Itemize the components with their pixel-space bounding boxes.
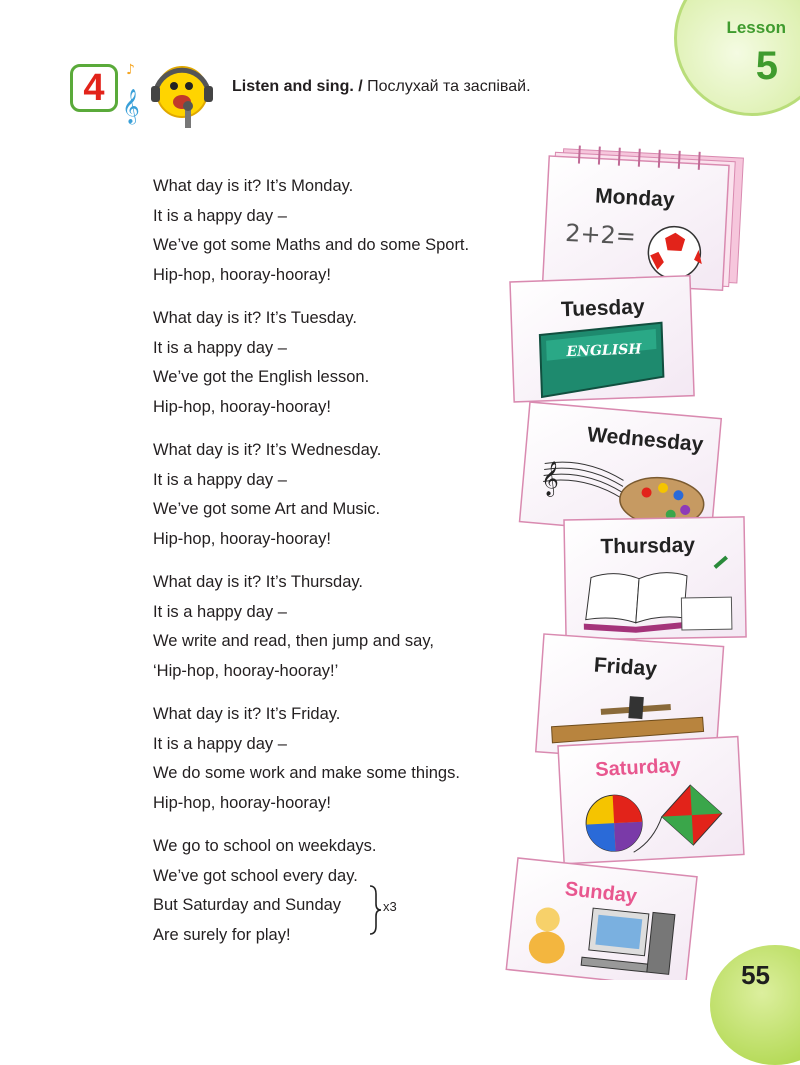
calendar-thursday [564, 517, 746, 640]
calendar-monday [543, 144, 744, 291]
lyric-line: It is a happy day – [153, 470, 287, 489]
calendar-day-label: Friday [593, 653, 658, 681]
notebook-icon [681, 597, 732, 630]
calendar-sunday [506, 858, 697, 980]
lyric-line: We’ve got school every day. [153, 866, 358, 885]
stanza-wednesday [153, 436, 533, 554]
calendar-day-label: Monday [594, 184, 676, 212]
lyric-line: Hip-hop, hooray-hooray! [153, 793, 331, 812]
calendar-day-label: Sunday [563, 878, 639, 908]
lyric-line: What day is it? It’s Monday. [153, 177, 354, 195]
calendar-day-label: Tuesday [560, 295, 646, 322]
calendar-day-label: Saturday [594, 754, 682, 782]
calendar-day-label: Wednesday [586, 423, 705, 457]
stanza-tuesday [153, 304, 533, 422]
lyric-line: We’ve got some Maths and do some Sport. [153, 236, 470, 254]
stanza-weekend [153, 832, 533, 950]
svg-text:𝄞: 𝄞 [539, 460, 561, 497]
calendar-note: ENGLISH [566, 341, 642, 361]
lyric-line: What day is it? It’s Friday. [153, 705, 341, 723]
calendar-day-label: Thursday [600, 533, 696, 559]
lyric-line: It is a happy day – [153, 734, 287, 753]
lyric-line: We’ve got the English lesson. [153, 368, 370, 386]
lyric-line: It is a happy day – [153, 602, 287, 621]
calendar-tuesday [510, 276, 694, 402]
lesson-number: 5 [755, 44, 778, 88]
stanza-thursday [153, 568, 533, 686]
lyric-line: It is a happy day – [153, 338, 287, 357]
calendar-note: 2+2= [564, 218, 637, 251]
svg-text:𝄞: 𝄞 [122, 89, 140, 124]
lyric-line: Hip-hop, hooray-hooray! [153, 529, 331, 548]
page-number: 55 [741, 960, 770, 990]
svg-text:♪: ♪ [126, 62, 135, 78]
stanza-friday [153, 700, 533, 818]
lyric-line: What day is it? It’s Tuesday. [153, 309, 357, 327]
exercise-instruction [232, 78, 531, 96]
lyric-line: We’ve got some Art and Music. [153, 500, 381, 518]
lyric-line: What day is it? It’s Thursday. [153, 573, 364, 591]
lyric-line: Hip-hop, hooray-hooray! [153, 397, 331, 416]
song-lyrics [153, 172, 533, 964]
lyric-line: We do some work and make some things. [153, 764, 460, 782]
repeat-count: x3 [383, 899, 397, 914]
singing-smiley-icon [118, 54, 222, 134]
lyric-line: Are surely for play! [153, 925, 291, 944]
lyric-line: But Saturday and Sunday [153, 896, 342, 914]
lyric-line: We write and read, then jump and say, [153, 632, 434, 650]
lesson-label: Lesson [726, 18, 786, 37]
computer-icon [581, 906, 675, 975]
lyric-line: It is a happy day – [153, 206, 287, 225]
lyric-line: What day is it? It’s Wednesday. [153, 441, 382, 459]
lyric-line: Hip-hop, hooray-hooray! [153, 265, 331, 284]
calendar-saturday [558, 737, 744, 864]
weekday-calendars [500, 130, 790, 980]
instruction-ukrainian: Послухай та заспівай. [362, 78, 531, 95]
exercise-number: 4 [70, 64, 118, 112]
stanza-monday [153, 172, 533, 290]
repeat-brace-icon [368, 884, 382, 936]
instruction-english: Listen and sing. / [232, 78, 363, 95]
lyric-line: ‘Hip-hop, hooray-hooray!’ [153, 661, 339, 680]
lyric-line: We go to school on weekdays. [153, 837, 377, 855]
